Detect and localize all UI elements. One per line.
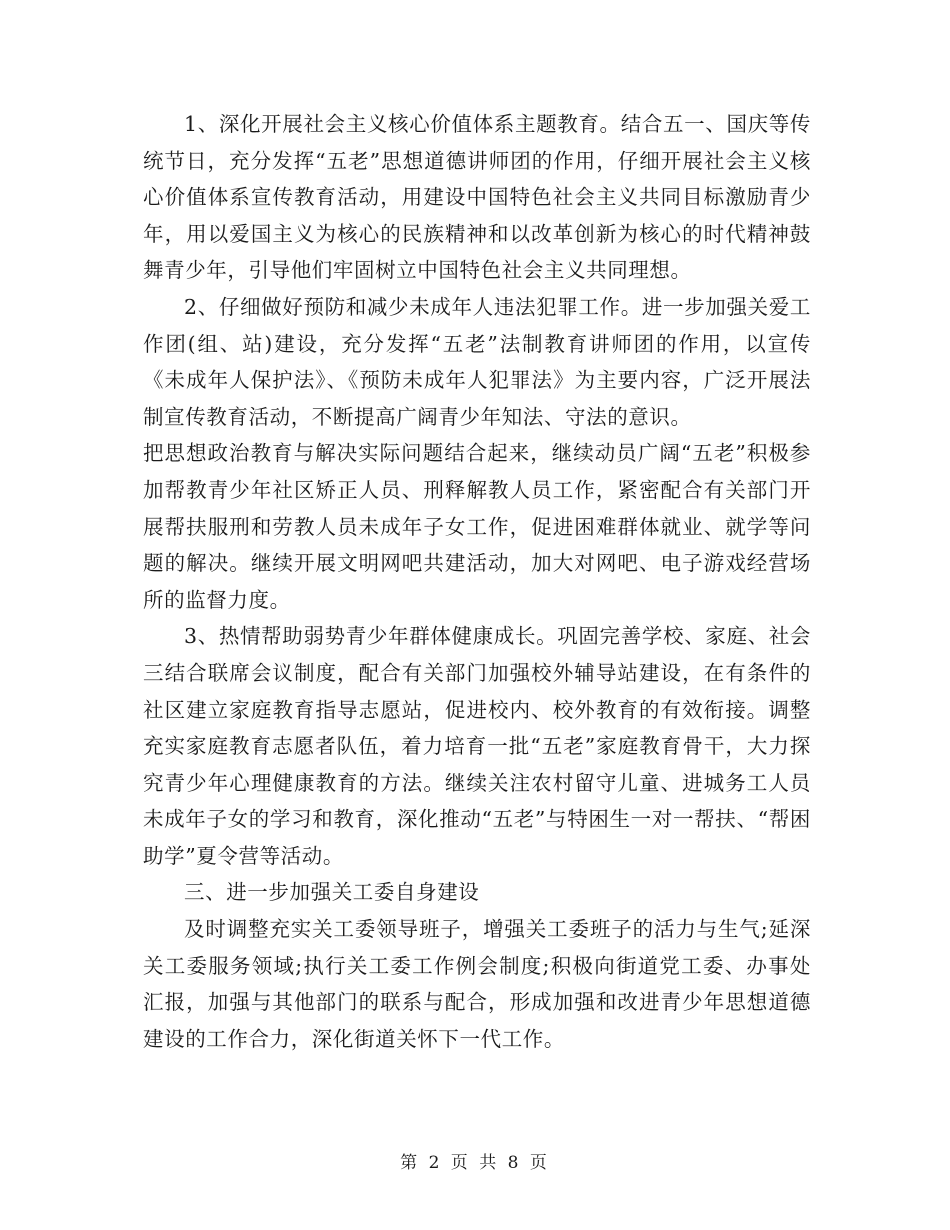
- document-body: [143, 106, 811, 1057]
- page-number-footer: 第 2 页 共 8 页: [400, 1153, 550, 1173]
- section-heading: 三、进一步加强关工委自身建设: [184, 880, 480, 905]
- paragraph-item-3: 把思想政治教育与解决实际问题结合起来，继续动员广阔“五老”积极参加帮教青少年社区矫正人员、刑释解教人员工作，紧密配合有关部门开展帮扶服刑和劳教人员未成年子女工作，促进困难群体就业、就学等问题的解决。继续开展文明网吧共建活动，加大对网吧、电子游戏经营场所的监督力度。: [143, 441, 811, 612]
- paragraph-item-1: 1、深化开展社会主义核心价值体系主题教育。结合五一、国庆等传统节日，充分发挥“五老”思想道德讲师团的作用，仔细开展社会主义核心价值体系宣传教育活动，用建设中国特色社会主义共同目标激励青少年，用以爱国主义为核心的民族精神和以改革创新为核心的时代精神鼓舞青少年，引导他们牢固树立中国特色社会主义共同理想。: [143, 112, 811, 283]
- paragraph-item-2: 2、仔细做好预防和减少未成年人违法犯罪工作。进一步加强关爱工作团(组、站)建设，充分发挥“五老”法制教育讲师团的作用，以宣传《未成年人保护法》、《预防未成年人犯罪法》为主要内容，广泛开展法制宣传教育活动，不断提高广阔青少年知法、守法的意识。: [143, 294, 811, 429]
- paragraph-item-4: 3、热情帮助弱势青少年群体健康成长。巩固完善学校、家庭、社会三结合联席会议制度，配合有关部门加强校外辅导站建设，在有条件的社区建立家庭教育指导志愿站，促进校内、校外教育的有效衔接。调整充实家庭教育志愿者队伍，着力培育一批“五老”家庭教育骨干，大力探究青少年心理健康教育的方法。继续关注农村留守儿童、进城务工人员未成年子女的学习和教育，深化推动“五老”与特困生一对一帮扶、“帮困助学”夏令营等活动。: [143, 624, 811, 868]
- paragraph-item-5: 及时调整充实关工委领导班子，增强关工委班子的活力与生气;延深关工委服务领域;执行关工委工作例会制度;积极向街道党工委、办事处汇报，加强与其他部门的联系与配合，形成加强和改进青少年思想道德建设的工作合力，深化街道关怀下一代工作。: [143, 917, 811, 1051]
